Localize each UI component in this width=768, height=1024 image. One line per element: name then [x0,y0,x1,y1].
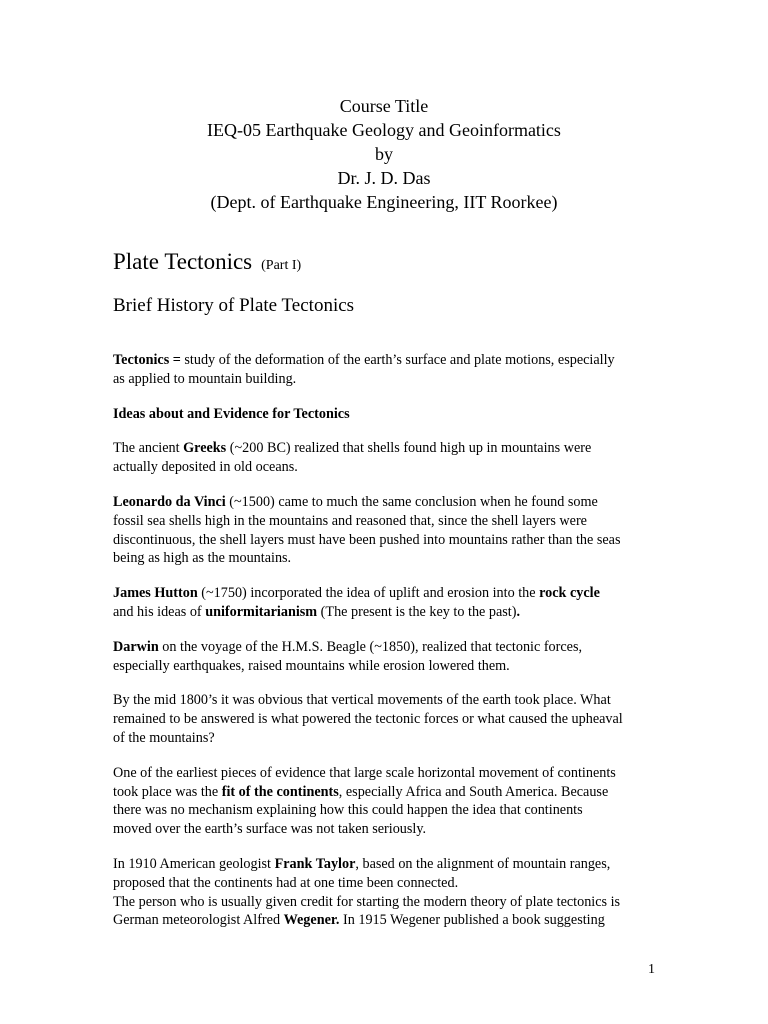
course-code-title: IEQ-05 Earthquake Geology and Geoinformatics [207,120,561,140]
paragraph-tectonics-definition: Tectonics = study of the deformation of the earth’s surface and plate motions, especially as applied to mountain building. [113,352,615,387]
paragraph-leonardo: Leonardo da Vinci (~1500) came to much the same conclusion when he found some fossil sea shells high in the mountains and reasoned that, since the shell layers were discontinuous, the shell layers must have been pushed into mountains rather than the seas being as high as the mountains. [113,493,621,567]
document-body [113,351,658,930]
paragraph-fit-of-continents: One of the earliest pieces of evidence that large scale horizontal movement of continents took place was the fit of the continents, especially Africa and South America. Because there was no mechanism explaining how this could happen the idea that continents moved over the earth’s surface was not taken seriously. [113,764,616,838]
paragraph-mid-1800s: By the mid 1800’s it was obvious that vertical movements of the earth took place. What remained to be answered is what powered the tectonic forces or what caused the upheaval of the mountains? [113,692,623,746]
section-title-text: Plate Tectonics [113,249,253,274]
paragraph-greeks: The ancient Greeks (~200 BC) realized that shells found high up in mountains were actually deposited in old oceans. [113,440,592,476]
page-number: 1 [648,962,655,977]
heading-ideas-evidence: Ideas about and Evidence for Tectonics [113,405,350,422]
section-subtitle: Brief History of Plate Tectonics [113,295,355,316]
course-title-label: Course Title [339,96,429,116]
term-tectonics: Tectonics = [113,352,181,368]
author-affiliation: (Dept. of Earthquake Engineering, IIT Roorkee) [210,192,558,212]
paragraph-wegener: The person who is usually given credit for starting the modern theory of plate tectonics is German meteorologist Alfred Wegener. In 1915 Wegener published a book suggesting [113,893,621,929]
section-title [113,249,301,275]
paragraph-frank-taylor: In 1910 American geologist Frank Taylor, based on the alignment of mountain ranges, proposed that the continents had at one time been connected. [113,855,611,891]
paragraph-darwin: Darwin on the voyage of the H.M.S. Beagle (~1850), realized that tectonic forces, especially earthquakes, raised mountains while erosion lowered them. [113,638,583,674]
course-header [0,94,768,214]
paragraph-hutton: James Hutton (~1750) incorporated the idea of uplift and erosion into the rock cycle and his ideas of uniformitarianism (The present is the key to the past). [113,585,600,620]
author-name: Dr. J. D. Das [337,168,431,188]
by-label: by [375,144,393,164]
section-part-label: (Part I) [261,258,302,273]
